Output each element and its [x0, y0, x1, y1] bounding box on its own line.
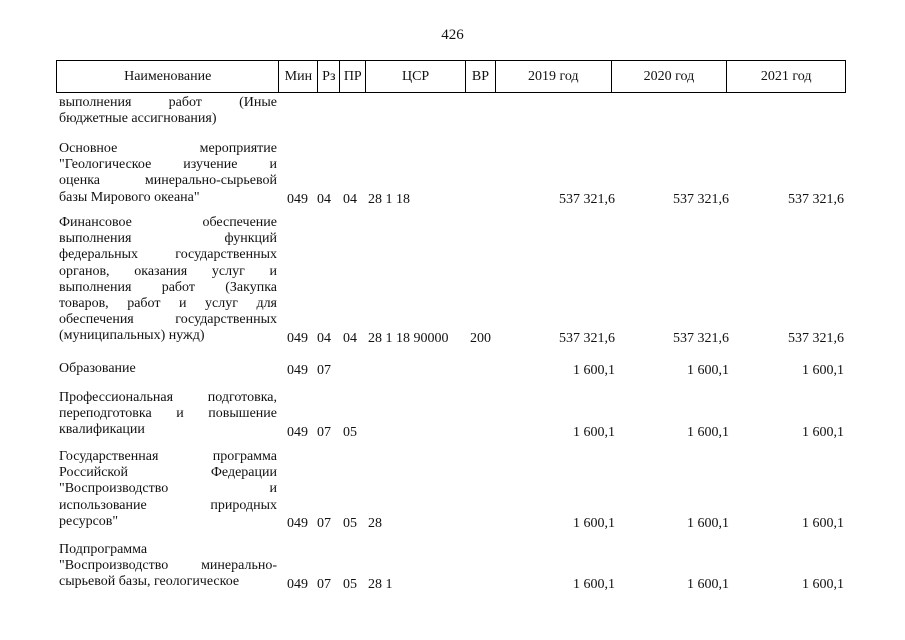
description-line: Образование	[59, 361, 136, 376]
page-number: 426	[441, 27, 464, 43]
cell-min: 049	[287, 363, 308, 378]
header-2020: 2020 год	[612, 61, 728, 92]
description-line: товаров, работ и услуг для	[59, 296, 277, 312]
description-line: ресурсов"	[59, 513, 119, 529]
cell-2019: 1 600,1	[573, 363, 615, 378]
cell-pr: 05	[343, 425, 357, 440]
cell-csr: 28 1 18 90000	[368, 331, 449, 346]
row-description	[59, 449, 277, 530]
cell-min: 049	[287, 516, 308, 531]
cell-min: 049	[287, 577, 308, 592]
header-vr: ВР	[466, 61, 496, 92]
table-row	[0, 390, 905, 441]
description-line: Основное мероприятие	[59, 141, 277, 156]
cell-2021: 537 321,6	[788, 331, 844, 346]
description-line: (муниципальных) нужд)	[59, 328, 205, 344]
cell-csr: 28	[368, 516, 382, 531]
cell-rz: 07	[317, 577, 331, 592]
cell-rz: 07	[317, 425, 331, 440]
cell-2019: 537 321,6	[559, 331, 615, 346]
description-line: Профессиональная подготовка,	[59, 390, 277, 405]
cell-2020: 1 600,1	[687, 363, 729, 378]
description-line: органов, оказания услуг и	[59, 263, 277, 279]
cell-pr: 04	[343, 331, 357, 346]
cell-2019: 1 600,1	[573, 425, 615, 440]
header-csr: ЦСР	[366, 61, 466, 92]
description-line: "Воспроизводство минерально-	[59, 558, 277, 574]
cell-vr: 200	[470, 331, 491, 346]
table-row	[0, 95, 905, 129]
cell-rz: 04	[317, 192, 331, 207]
cell-2019: 1 600,1	[573, 516, 615, 531]
row-description	[59, 215, 277, 345]
table-row	[0, 542, 905, 593]
description-line: выполнения работ (Иные	[59, 95, 277, 110]
cell-2019: 537 321,6	[559, 192, 615, 207]
row-description	[59, 141, 277, 206]
cell-2020: 537 321,6	[673, 192, 729, 207]
description-line: выполнения работ (Закупка	[59, 279, 277, 295]
cell-2020: 1 600,1	[687, 577, 729, 592]
description-line: квалификации	[59, 422, 145, 438]
table-row	[0, 141, 905, 208]
description-line: оценка минерально-сырьевой	[59, 173, 277, 189]
description-line: Государственная программа	[59, 449, 277, 464]
cell-2021: 537 321,6	[788, 192, 844, 207]
row-description	[59, 95, 277, 127]
description-line: переподготовка и повышение	[59, 406, 277, 422]
description-line: "Воспроизводство и	[59, 481, 277, 497]
table-header	[56, 60, 846, 93]
cell-csr: 28 1	[368, 577, 393, 592]
description-line: Российской Федерации	[59, 465, 277, 481]
header-min: Мин	[279, 61, 318, 92]
cell-csr: 28 1 18	[368, 192, 410, 207]
cell-pr: 05	[343, 577, 357, 592]
cell-rz: 07	[317, 363, 331, 378]
cell-2019: 1 600,1	[573, 577, 615, 592]
cell-min: 049	[287, 331, 308, 346]
header-2019: 2019 год	[496, 61, 612, 92]
table-row	[0, 215, 905, 347]
row-description	[59, 542, 277, 591]
description-line: выполнения функций	[59, 231, 277, 247]
description-line: Финансовое обеспечение	[59, 215, 277, 230]
row-description	[59, 390, 277, 439]
description-line: обеспечения государственных	[59, 312, 277, 328]
cell-2021: 1 600,1	[802, 577, 844, 592]
cell-2020: 1 600,1	[687, 425, 729, 440]
description-line: бюджетные ассигнования)	[59, 111, 217, 127]
cell-min: 049	[287, 192, 308, 207]
description-line: базы Мирового океана"	[59, 189, 200, 205]
description-line: сырьевой базы, геологическое	[59, 574, 240, 590]
description-line: федеральных государственных	[59, 247, 277, 263]
cell-rz: 04	[317, 331, 331, 346]
description-line: "Геологическое изучение и	[59, 157, 277, 173]
header-2021: 2021 год	[760, 68, 812, 84]
cell-2021: 1 600,1	[802, 516, 844, 531]
table-row	[0, 449, 905, 532]
header-name: Наименование	[57, 61, 279, 92]
description-line: использование природных	[59, 497, 277, 513]
table-row	[0, 361, 905, 379]
cell-2020: 537 321,6	[673, 331, 729, 346]
cell-pr: 04	[343, 192, 357, 207]
cell-2021: 1 600,1	[802, 363, 844, 378]
cell-rz: 07	[317, 516, 331, 531]
header-rz: Рз	[318, 61, 340, 92]
cell-min: 049	[287, 425, 308, 440]
row-description	[59, 361, 277, 377]
description-line: Подпрограмма	[59, 542, 148, 557]
cell-pr: 05	[343, 516, 357, 531]
header-pr: ПР	[340, 61, 366, 92]
cell-2020: 1 600,1	[687, 516, 729, 531]
cell-2021: 1 600,1	[802, 425, 844, 440]
